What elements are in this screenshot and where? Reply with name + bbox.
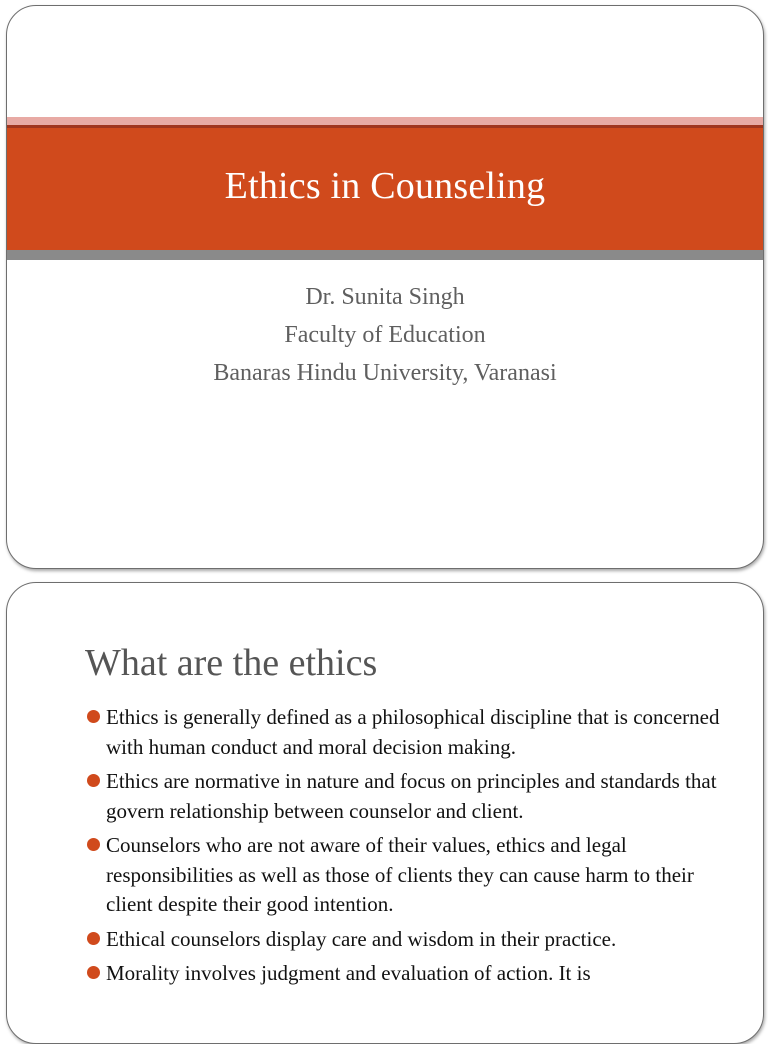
bullet-text: Ethics is generally defined as a philosophical discipline that is concerned with human conduct and moral decision making.	[106, 705, 720, 759]
bullet-text: Ethics are normative in nature and focus on principles and standards that govern relationship between counselor and client.	[106, 769, 717, 823]
bullet-text: Morality involves judgment and evaluation of action. It is	[106, 961, 591, 985]
bullet-list	[85, 703, 725, 994]
bullet-dot-icon	[87, 838, 100, 851]
slide-heading: What are the ethics	[85, 642, 378, 684]
bullet-item	[85, 925, 725, 955]
department-name: Faculty of Education	[284, 322, 486, 348]
bullet-item	[85, 703, 725, 762]
bullet-dot-icon	[87, 710, 100, 723]
title-banner	[7, 128, 763, 250]
bullet-item	[85, 767, 725, 826]
bullet-dot-icon	[87, 932, 100, 945]
bullet-text: Ethical counselors display care and wisdom in their practice.	[106, 926, 617, 951]
title-band-highlight	[7, 117, 763, 125]
slide-title: Ethics in Counseling	[224, 165, 546, 207]
author-name: Dr. Sunita Singh	[305, 284, 465, 310]
slide-subtitle	[7, 278, 763, 392]
bullet-dot-icon	[87, 774, 100, 787]
bullet-item	[85, 831, 725, 920]
bullet-item	[85, 959, 725, 989]
institution-name: Banaras Hindu University, Varanasi	[213, 360, 557, 386]
bullet-text: Counselors who are not aware of their values, ethics and legal responsibilities as well as those of clients they can cause harm to their client despite their good intention.	[106, 833, 694, 916]
bullet-dot-icon	[87, 966, 100, 979]
slide-1	[6, 5, 764, 569]
title-band-shadow	[7, 250, 763, 260]
slide-2	[6, 582, 764, 1044]
